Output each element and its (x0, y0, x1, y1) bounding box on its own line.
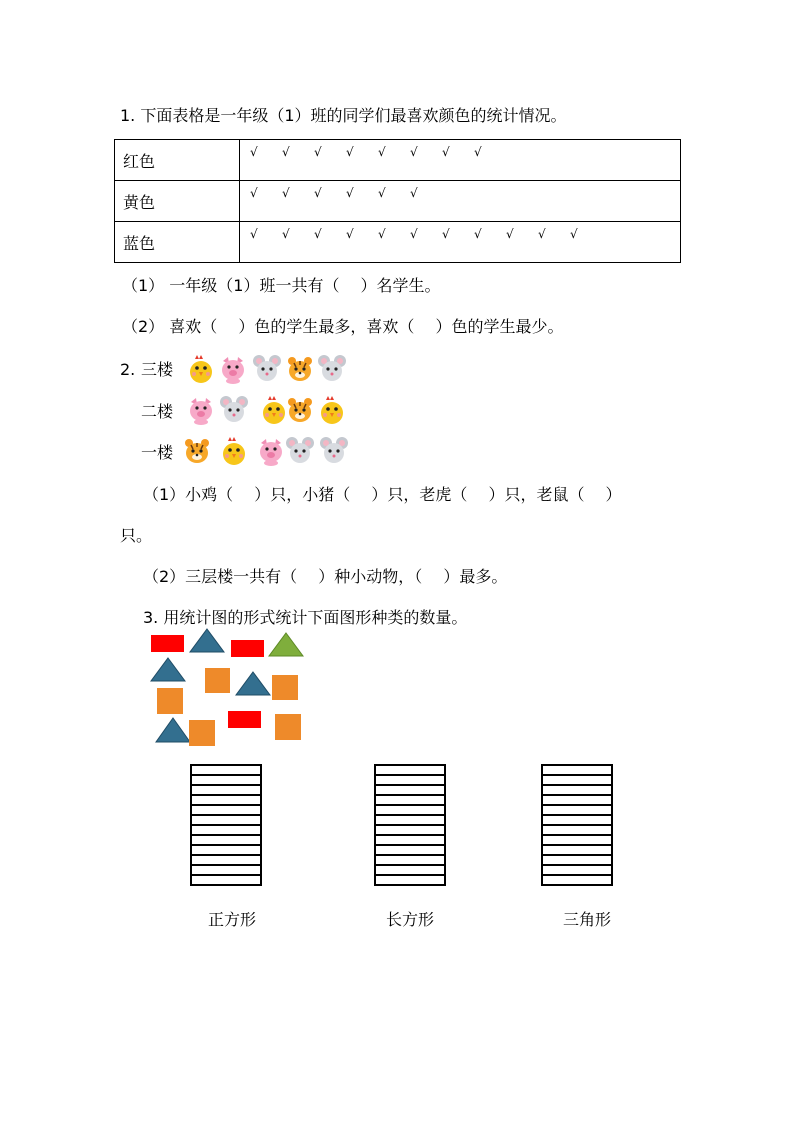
grid-cell (190, 776, 262, 786)
grid-cell (541, 766, 613, 776)
red-rectangle-1 (151, 635, 184, 652)
check-mark: √ (410, 186, 418, 200)
row-marks-yellow (240, 181, 681, 222)
mouse-icon (218, 394, 250, 426)
q3-title: 3. 用统计图的形式统计下面图形种类的数量。 (143, 608, 468, 627)
chick-icon (185, 353, 217, 385)
shapes-cluster (140, 625, 310, 750)
chick-icon (316, 394, 348, 426)
orange-square-3 (157, 688, 183, 714)
q2-sub2: （2）三层楼一共有（ ）种小动物，（ ）最多。 (143, 567, 508, 586)
orange-square-4 (189, 720, 215, 746)
check-mark: √ (314, 227, 322, 241)
blue-triangle-4 (156, 718, 190, 742)
grid-cell (374, 816, 446, 826)
grid-cell (190, 796, 262, 806)
check-mark: √ (474, 227, 482, 241)
mouse-icon (251, 353, 283, 385)
tally-grid-square (190, 764, 262, 886)
grid-cell (190, 766, 262, 776)
pig-icon (255, 435, 287, 467)
check-mark: √ (410, 227, 418, 241)
grid-label-rectangle: 长方形 (386, 910, 435, 929)
check-mark: √ (442, 227, 450, 241)
blue-triangle-3 (236, 672, 270, 695)
q1-title: 1. 下面表格是一年级（1）班的同学们最喜欢颜色的统计情况。 (120, 106, 567, 125)
table-row (115, 181, 681, 222)
grid-cell (374, 766, 446, 776)
grid-cell (541, 846, 613, 856)
row-marks-red (240, 140, 681, 181)
q1-sub1: （1） 一年级（1）班一共有（ ）名学生。 (122, 276, 441, 295)
grid-cell (190, 846, 262, 856)
grid-cell (374, 856, 446, 866)
grid-cell (374, 866, 446, 876)
grid-cell (541, 866, 613, 876)
grid-label-triangle: 三角形 (563, 910, 612, 929)
grid-cell (190, 826, 262, 836)
grid-cell (190, 856, 262, 866)
grid-cell (374, 846, 446, 856)
check-mark: √ (378, 145, 386, 159)
grid-cell (190, 836, 262, 846)
blue-triangle-1 (190, 629, 224, 652)
grid-cell (190, 816, 262, 826)
tiger-icon (181, 435, 213, 467)
check-mark: √ (250, 145, 258, 159)
tiger-icon (284, 353, 316, 385)
grid-cell (190, 866, 262, 876)
grid-cell (541, 856, 613, 866)
check-mark: √ (282, 186, 290, 200)
grid-cell (374, 786, 446, 796)
pig-icon (217, 353, 249, 385)
grid-cell (374, 776, 446, 786)
table-row (115, 140, 681, 181)
table-row (115, 222, 681, 263)
chick-icon (218, 435, 250, 467)
grid-cell (374, 806, 446, 816)
check-mark: √ (378, 186, 386, 200)
grid-cell (541, 776, 613, 786)
red-rectangle-3 (228, 711, 261, 728)
grid-cell (541, 876, 613, 886)
grid-cell (374, 796, 446, 806)
check-mark: √ (314, 186, 322, 200)
grid-cell (541, 836, 613, 846)
orange-square-2 (272, 675, 298, 700)
check-mark: √ (378, 227, 386, 241)
grid-cell (374, 836, 446, 846)
floor-label-1: 一楼 (141, 443, 174, 462)
floor-label-2: 二楼 (141, 402, 174, 421)
grid-cell (374, 826, 446, 836)
check-mark: √ (474, 145, 482, 159)
grid-cell (541, 796, 613, 806)
red-rectangle-2 (231, 640, 264, 657)
grid-cell (190, 806, 262, 816)
check-mark: √ (346, 145, 354, 159)
check-mark: √ (250, 227, 258, 241)
q2-sub1-line1: （1）小鸡（ ）只，小猪（ ）只，老虎（ ）只，老鼠（ ） (143, 485, 622, 504)
grid-cell (374, 876, 446, 886)
grid-cell (541, 826, 613, 836)
check-mark: √ (250, 186, 258, 200)
tally-grid-rectangle (374, 764, 446, 886)
check-mark: √ (314, 145, 322, 159)
check-mark: √ (346, 186, 354, 200)
row-label-blue: 蓝色 (115, 222, 240, 263)
check-mark: √ (570, 227, 578, 241)
grid-cell (541, 786, 613, 796)
grid-cell (190, 786, 262, 796)
mouse-icon (316, 353, 348, 385)
orange-square-1 (205, 668, 230, 693)
tiger-icon (284, 394, 316, 426)
color-tally-table (114, 139, 681, 263)
check-mark: √ (506, 227, 514, 241)
check-mark: √ (410, 145, 418, 159)
mouse-icon (284, 435, 316, 467)
row-marks-blue (240, 222, 681, 263)
grid-cell (541, 816, 613, 826)
check-mark: √ (282, 227, 290, 241)
blue-triangle-2 (151, 658, 185, 681)
q1-sub2: （2） 喜欢（ ）色的学生最多，喜欢（ ）色的学生最少。 (122, 317, 564, 336)
check-mark: √ (538, 227, 546, 241)
orange-square-5 (275, 714, 301, 740)
q2-sub1-line2: 只。 (120, 526, 153, 545)
grid-cell (541, 806, 613, 816)
floor-label-3: 三楼 (141, 360, 174, 379)
check-mark: √ (442, 145, 450, 159)
check-mark: √ (346, 227, 354, 241)
check-mark: √ (282, 145, 290, 159)
q2-number: 2. (120, 360, 136, 379)
mouse-icon (318, 435, 350, 467)
row-label-red: 红色 (115, 140, 240, 181)
tally-grid-triangle (541, 764, 613, 886)
green-triangle-1 (269, 633, 303, 656)
grid-label-square: 正方形 (208, 910, 257, 929)
pig-icon (185, 394, 217, 426)
row-label-yellow: 黄色 (115, 181, 240, 222)
grid-cell (190, 876, 262, 886)
